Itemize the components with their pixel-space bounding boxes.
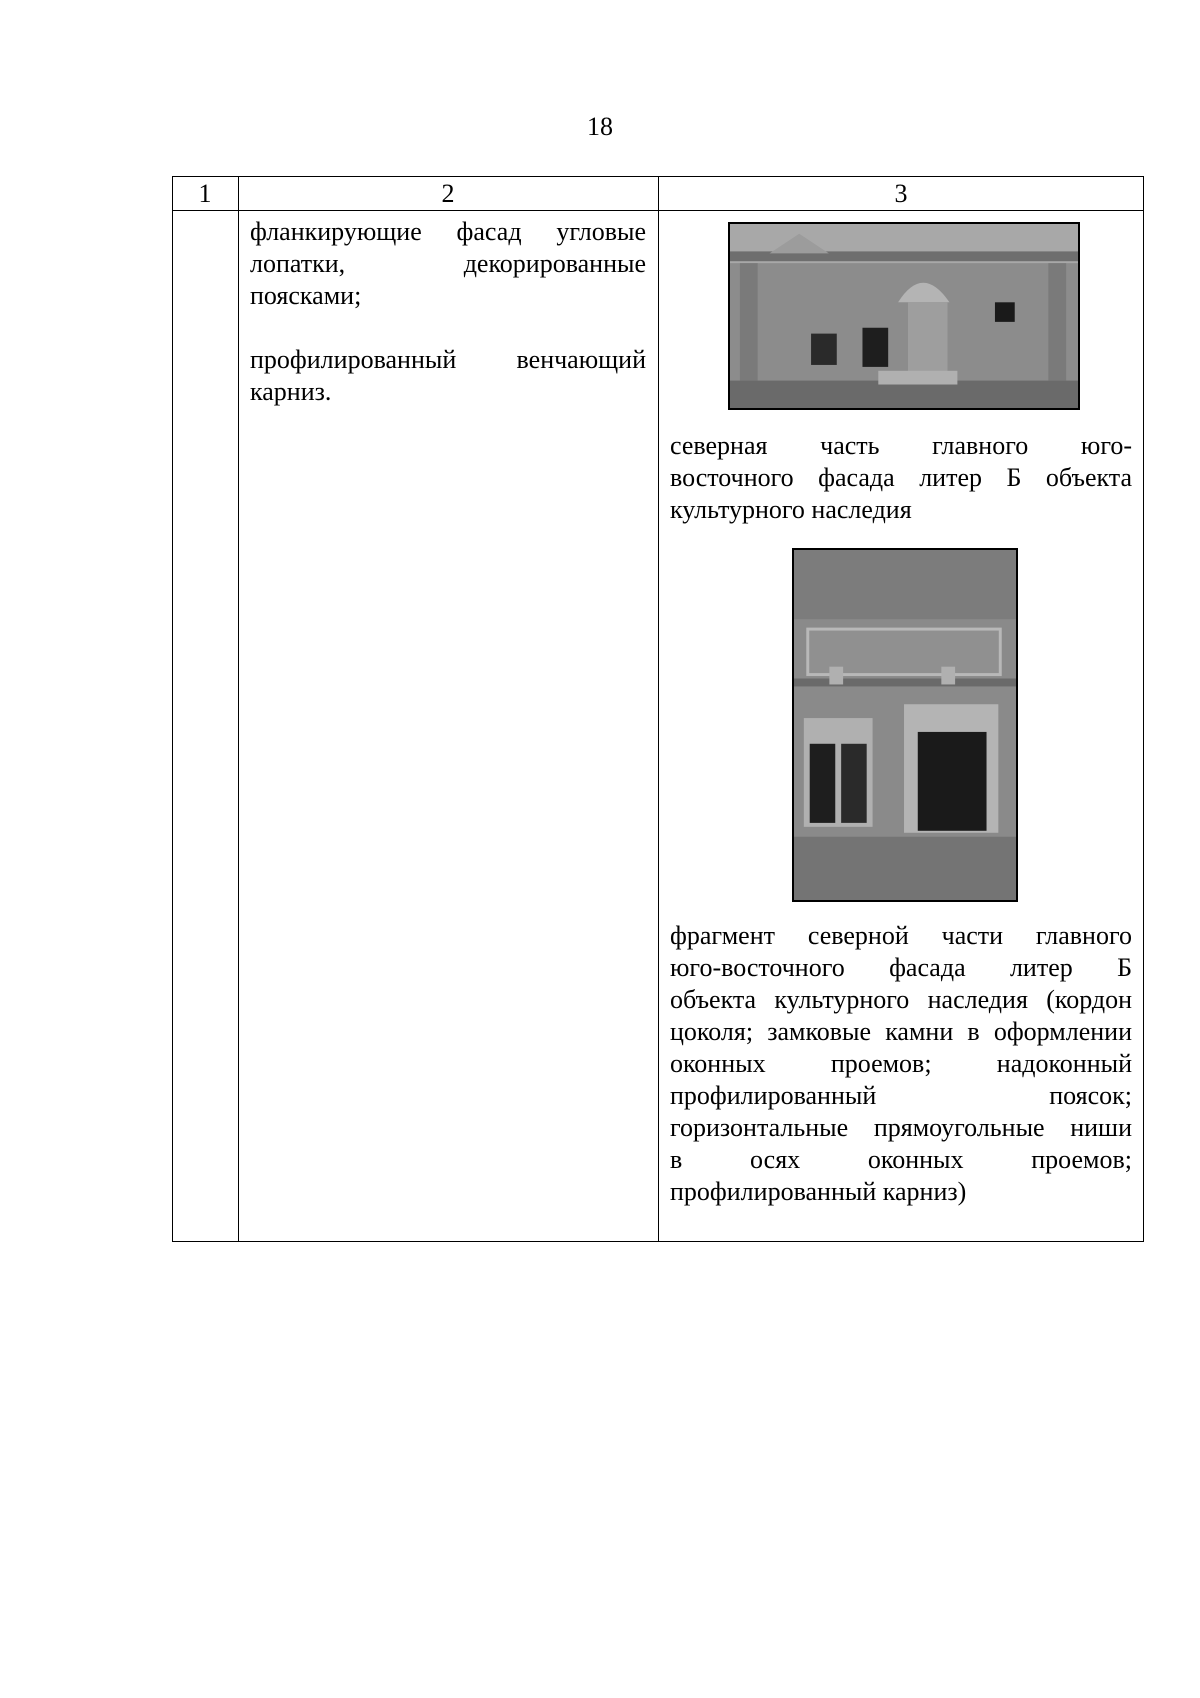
caption-line: фрагмент северной части главного xyxy=(670,921,1132,950)
fragment-photo-image xyxy=(794,550,1016,900)
caption-line: юго-восточного фасада литер Б xyxy=(670,953,1132,982)
table-border-right xyxy=(1143,176,1144,1242)
col2-line: фланкирующие фасад угловые xyxy=(250,217,646,246)
table-border-bottom xyxy=(172,1241,1144,1242)
caption-line: профилированный карниз) xyxy=(670,1177,967,1206)
facade-photo xyxy=(728,222,1080,410)
header-col-1: 1 xyxy=(198,179,212,208)
caption-line: горизонтальные прямоугольные ниши xyxy=(670,1113,1132,1142)
header-col-2: 2 xyxy=(441,179,455,208)
col2-line: профилированный венчающий xyxy=(250,345,646,374)
col2-line: поясками; xyxy=(250,281,362,310)
col2-line: лопатки, декорированные xyxy=(250,249,646,278)
table-divider-1 xyxy=(238,176,239,1242)
page-number: 18 xyxy=(587,112,613,141)
photo1-caption xyxy=(670,430,1132,526)
document-table xyxy=(172,176,1144,1242)
caption-line: профилированный поясок; xyxy=(670,1081,1132,1110)
col2-line: карниз. xyxy=(250,377,332,406)
facade-photo-image xyxy=(730,224,1078,408)
fragment-photo xyxy=(792,548,1018,902)
photo2-caption xyxy=(670,920,1132,1208)
table-header-divider xyxy=(172,210,1144,211)
caption-line: объекта культурного наследия (кордон xyxy=(670,985,1132,1014)
caption-line: в осях оконных проемов; xyxy=(670,1145,1132,1174)
caption-line: цоколя; замковые камни в оформлении xyxy=(670,1017,1132,1046)
col2-spacer xyxy=(250,312,646,344)
col2-feature-text xyxy=(250,216,646,408)
table-border-left xyxy=(172,176,173,1242)
caption-line: оконных проемов; надоконный xyxy=(670,1049,1132,1078)
caption-line: восточного фасада литер Б объекта xyxy=(670,463,1132,492)
caption-line: культурного наследия xyxy=(670,495,912,524)
header-col-3: 3 xyxy=(894,179,908,208)
caption-line: северная часть главного юго- xyxy=(670,431,1132,460)
table-divider-2 xyxy=(658,176,659,1242)
